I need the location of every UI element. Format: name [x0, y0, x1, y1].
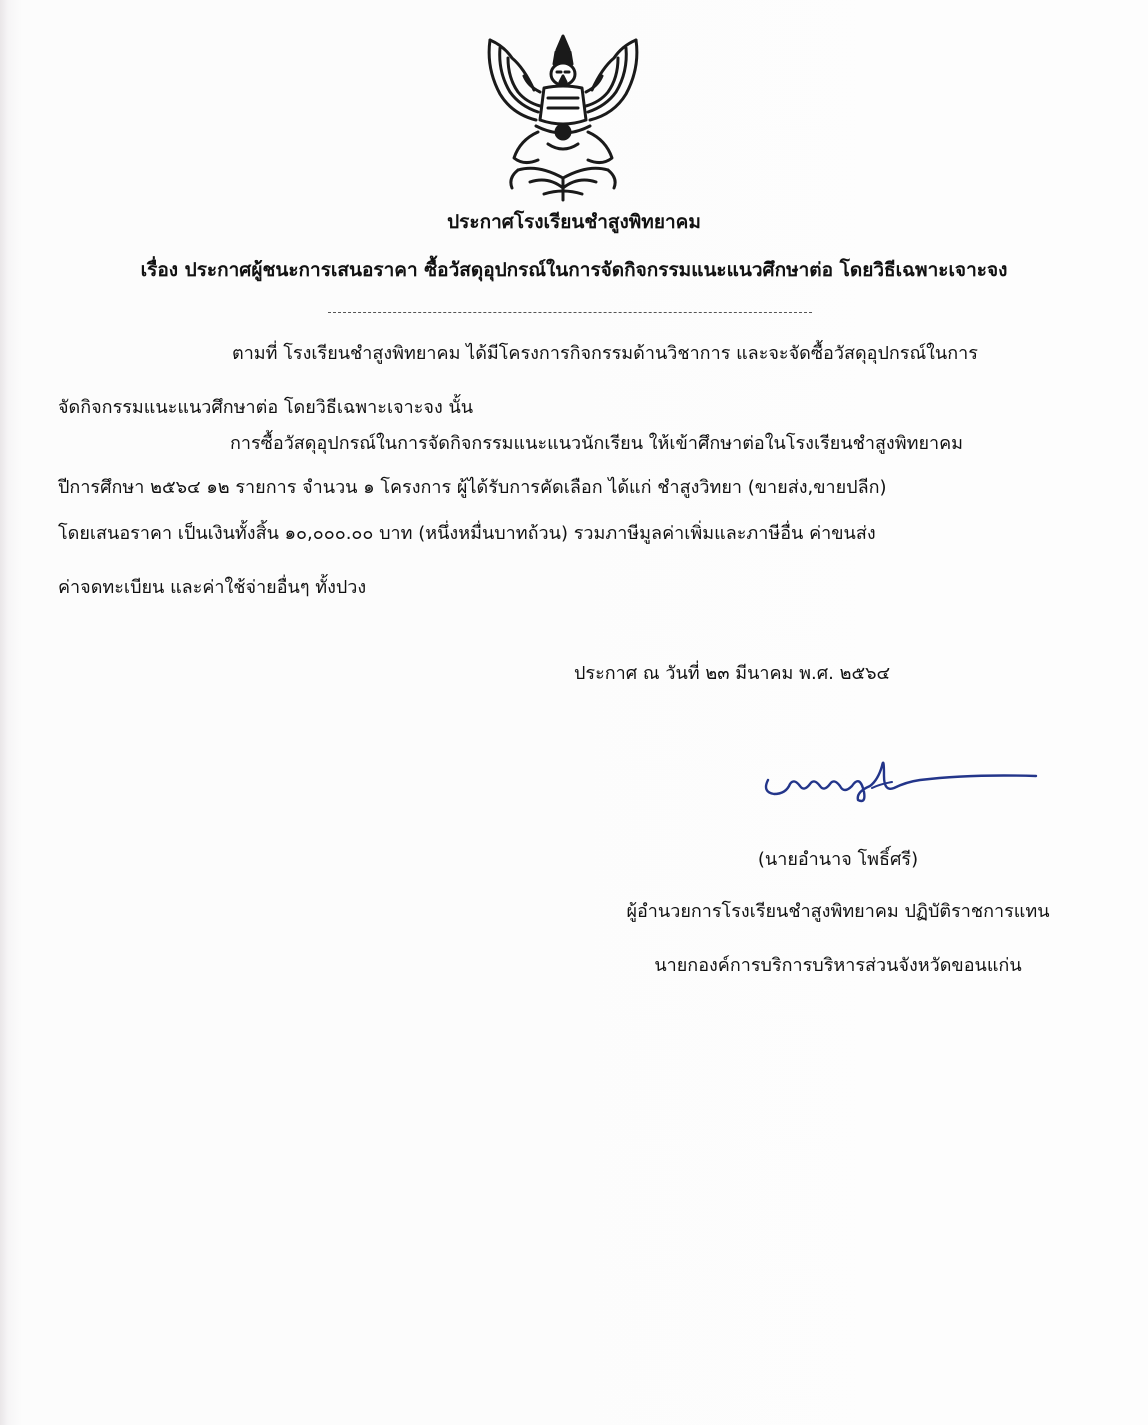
body-line-1: ตามที่ โรงเรียนชำสูงพิทยาคม ได้มีโครงการกิจกรรมด้านวิชาการ และจะจัดซื้อวัสดุอุปกรณ์ในการ: [232, 343, 978, 364]
handwritten-signature: [760, 752, 1040, 812]
document-subject: เรื่อง ประกาศผู้ชนะการเสนอราคา ซื้อวัสดุอุปกรณ์ในการจัดกิจกรรมแนะแนวศึกษาต่อ โดยวิธีเฉพาะเจาะจง: [140, 259, 1008, 281]
document-title: ประกาศโรงเรียนชำสูงพิทยาคม: [447, 211, 701, 233]
body-line-4: ปีการศึกษา ๒๕๖๔ ๑๒ รายการ จำนวน ๑ โครงการ ผู้ได้รับการคัดเลือก ได้แก่ ชำสูงวิทยา (ขายส่ง,ขายปลีก): [58, 477, 887, 498]
garuda-emblem-icon: [478, 28, 648, 208]
announcement-date: ประกาศ ณ วันที่ ๒๓ มีนาคม พ.ศ. ๒๕๖๔: [574, 663, 891, 684]
body-line-6: ค่าจดทะเบียน และค่าใช้จ่ายอื่นๆ ทั้งปวง: [58, 577, 367, 598]
body-line-5: โดยเสนอราคา เป็นเงินทั้งสิ้น ๑๐,๐๐๐.๐๐ บาท (หนึ่งหมื่นบาทถ้วน) รวมภาษีมูลค่าเพิ่มและภาษีอื่น ค่าขนส่ง: [58, 523, 876, 544]
signer-position: ผู้อำนวยการโรงเรียนชำสูงพิทยาคม ปฏิบัติราชการแทน: [626, 901, 1050, 922]
body-line-2: จัดกิจกรรมแนะแนวศึกษาต่อ โดยวิธีเฉพาะเจาะจง นั้น: [58, 397, 474, 418]
body-line-3: การซื้อวัสดุอุปกรณ์ในการจัดกิจกรรมแนะแนวนักเรียน ให้เข้าศึกษาต่อในโรงเรียนชำสูงพิทยาคม: [230, 433, 964, 454]
dashed-divider: [328, 312, 812, 313]
signer-name: (นายอำนาจ โพธิ์ศรี): [757, 849, 919, 870]
signer-position-acting-for: นายกองค์การบริการบริหารส่วนจังหวัดขอนแก่น: [654, 955, 1022, 976]
